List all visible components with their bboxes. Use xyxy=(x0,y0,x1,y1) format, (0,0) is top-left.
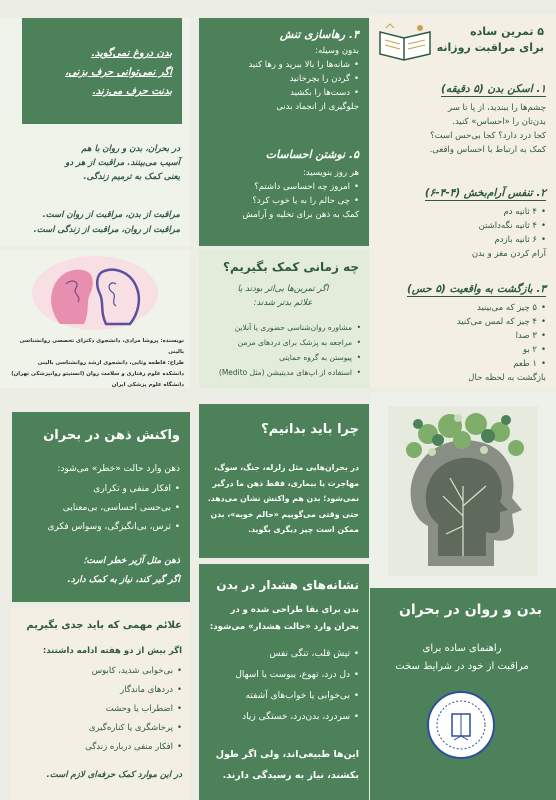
panel-body-warning-signs xyxy=(199,564,369,800)
exercise-body-scan xyxy=(378,82,546,157)
quote-bold-lines: مراقبت از بدن، مراقبت از روان است. مراقبت از روان، مراقبت از زندگی است. xyxy=(33,210,180,235)
list-item: • چی حالم را به یا خوب کرد؟ xyxy=(207,194,359,208)
cover-subtitle: راهنمای ساده برای مراقبت از خود در شرایط سخت xyxy=(395,643,529,672)
list-item: • بی‌خوابی شدید، کابوس xyxy=(18,662,182,681)
why-body: در بحران‌هایی مثل زلزله، جنگ، سوگ، مهاجرت یا بیماری، فقط ذهن ما درگیر نمی‌شود؛ بدن هم واکنش نشان می‌دهد. حتی وقتی می‌گوییم «حالم خوبه»، بدن ممکن است چیز دیگری بگوید. xyxy=(207,463,359,534)
list-item: • ۲ بو xyxy=(378,343,546,357)
exercise-journaling xyxy=(207,148,359,222)
quote-box xyxy=(22,18,182,124)
list-item: • ۶ ثانیه بازدم xyxy=(378,233,546,247)
symptoms-footer: در این موارد کمک حرفه‌ای لازم است. xyxy=(46,770,182,780)
quote-paragraph: در بحران، بدن و روان با هم آسیب می‌بینند. مراقبت از هر دو یعنی کمک به ترمیم زندگی. xyxy=(65,144,180,182)
panel-important-symptoms xyxy=(10,608,190,800)
list-item: • ۵ چیز که می‌بینید xyxy=(378,301,546,315)
book-illustration xyxy=(376,20,434,70)
list-item: • بی‌حسی احساسی، بی‌معنایی xyxy=(20,499,180,518)
exercise-line: کمک به ذهن برای تخلیه و آرامش xyxy=(242,210,359,220)
exercise-grounding-title: ۳. بازگشت به واقعیت (۵ حس) xyxy=(406,283,546,295)
exercise-body-scan-title: ۱. اسکن بدن (۵ دقیقه) xyxy=(441,83,546,95)
panel-why-know xyxy=(199,404,369,558)
list-item: • امروز چه احساسی داشتم؟ xyxy=(207,180,359,194)
list-item: • گردن را بچرخانید xyxy=(207,72,359,86)
exercise-breathing-title: ۲. تنفس آرام‌بخش (۴-۴-۶) xyxy=(424,187,546,199)
panel-body-quote xyxy=(0,18,190,246)
exercises-title: ۵ تمرین ساده برای مراقبت روزانه xyxy=(436,25,544,54)
quote-line: اگر نمی‌توانی حرف بزنی، xyxy=(65,67,172,78)
why-title: چرا باید بدانیم؟ xyxy=(261,422,359,437)
exercise-line: کمک به ارتباط با احساس واقعی. xyxy=(429,145,546,155)
cover-title: بدن و روان در بحران xyxy=(398,602,542,618)
symptoms-title: علائم مهمی که باید جدی بگیریم xyxy=(26,620,182,631)
exercise-grounding xyxy=(378,282,546,385)
list-item: • پرخاشگری یا کناره‌گیری xyxy=(18,719,182,738)
mind-title: واکنش ذهن در بحران xyxy=(43,428,180,443)
list-item: • مشاوره روان‌شناسی حضوری یا آنلاین xyxy=(203,320,361,335)
warning-list xyxy=(207,644,359,728)
list-item: • اضطراب یا وحشت xyxy=(18,700,182,719)
quote-line: بدن دروغ نمی‌گوید. xyxy=(91,48,172,59)
warning-title: نشانه‌های هشدار در بدن xyxy=(216,578,359,592)
university-seal-logo xyxy=(426,690,496,760)
list-item: • ۴ ثانیه دم xyxy=(378,205,546,219)
list-item: • ۴ چیز که لمس می‌کنید xyxy=(378,315,546,329)
symptoms-list xyxy=(18,662,182,757)
warning-footer: این‌ها طبیعی‌اند، ولی اگر طول بکشند، نیاز به رسیدگی دارند. xyxy=(215,749,359,781)
list-item: • دردهای ماندگار xyxy=(18,681,182,700)
help-subtitle: اگر تمرین‌ها بی‌اثر بودند یا علائم بدتر شدند: xyxy=(237,284,329,308)
quote-line: بدنت حرف می‌زند. xyxy=(92,86,172,97)
list-item: • دل درد، تهوع، یبوست یا اسهال xyxy=(207,665,359,686)
warning-intro: بدن برای بقا طراحی شده و در بحران وارد «حالت هشدار» می‌شود: xyxy=(209,605,359,632)
exercise-journaling-title: ۵. نوشتن احساسات xyxy=(265,148,359,161)
list-item: • پیوستن به گروه حمایتی xyxy=(203,350,361,365)
list-item: • شانه‌ها را بالا ببرید و رها کنید xyxy=(207,58,359,72)
exercise-intro: هر روز بنویسید: xyxy=(302,168,359,178)
credits: نویسنده: پروشا مرادی، دانشجوی دکترای تخصصی روانشناسی بالینی طراح: فاطمه وثایی، دانشجوی ارشد روانشناسی بالینی دانشکده علوم رفتاری و سلامت روان (انستیتو روانپزشکی تهران) دانشگاه علوم پزشکی ایران xyxy=(11,338,184,388)
head-tree-illustration xyxy=(388,406,538,576)
list-item: • سردرد، بدن‌درد، خستگی زیاد xyxy=(207,707,359,728)
exercise-breathing xyxy=(378,186,546,261)
list-item: • ترس، بی‌انگیزگی، وسواس فکری xyxy=(20,518,180,537)
exercise-line: آرام کردن مغز و بدن xyxy=(471,249,546,259)
exercise-tension-release xyxy=(207,28,359,114)
list-item: • ۳ صدا xyxy=(378,329,546,343)
list-item: • افکار منفی درباره زندگی xyxy=(18,738,182,757)
mind-list xyxy=(20,480,180,537)
mind-intro: ذهن وارد حالت «خطر» می‌شود: xyxy=(57,464,180,474)
list-item: • تپش قلب، تنگی نفس xyxy=(207,644,359,665)
list-item: • بی‌خوابی یا خواب‌های آشفته xyxy=(207,686,359,707)
exercise-line: بازگشت به لحظه حال xyxy=(468,373,546,383)
exercise-intro: بدون وسیله: xyxy=(315,46,359,56)
help-title: چه زمانی کمک بگیریم؟ xyxy=(223,260,359,274)
list-item: • افکار منفی و تکراری xyxy=(20,480,180,499)
exercise-tension-title: ۴. رهاسازی تنش xyxy=(279,28,359,41)
help-list xyxy=(203,320,361,380)
panel-exercises-4-5 xyxy=(199,18,369,246)
list-item: • دست‌ها را بکشید xyxy=(207,86,359,100)
cover-title-box xyxy=(370,588,556,800)
exercise-line: بدن‌تان را «احساس» کنید. xyxy=(452,117,546,127)
exercise-line: جلوگیری از انجماد بدنی xyxy=(276,102,359,112)
panel-heads-credits xyxy=(0,250,190,388)
mind-footer: ذهن مثل آژیر خطر است؛ اگر گیر کند، نیاز به کمک دارد. xyxy=(67,556,180,585)
list-item: • ۱ طعم xyxy=(378,357,546,371)
panel-mind-reaction xyxy=(12,412,190,602)
symptoms-intro: اگر بیش از دو هفته ادامه داشتند: xyxy=(42,646,182,656)
list-item: • ۴ ثانیه نگه‌داشتن xyxy=(378,219,546,233)
exercise-line: کجا درد دارد؟ کجا بی‌حس است؟ xyxy=(430,131,546,141)
panel-when-to-seek-help xyxy=(199,250,369,388)
panel-cover xyxy=(370,392,556,800)
list-item: • مراجعه به پزشک برای دردهای مزمن xyxy=(203,335,361,350)
list-item: • استفاده از اپ‌های مدیتیشن (مثل Medito) xyxy=(203,365,361,380)
exercise-line: چشم‌ها را ببندید، از پا تا سر xyxy=(448,103,546,113)
heads-illustration xyxy=(30,254,160,332)
panel-daily-exercises xyxy=(370,14,556,388)
